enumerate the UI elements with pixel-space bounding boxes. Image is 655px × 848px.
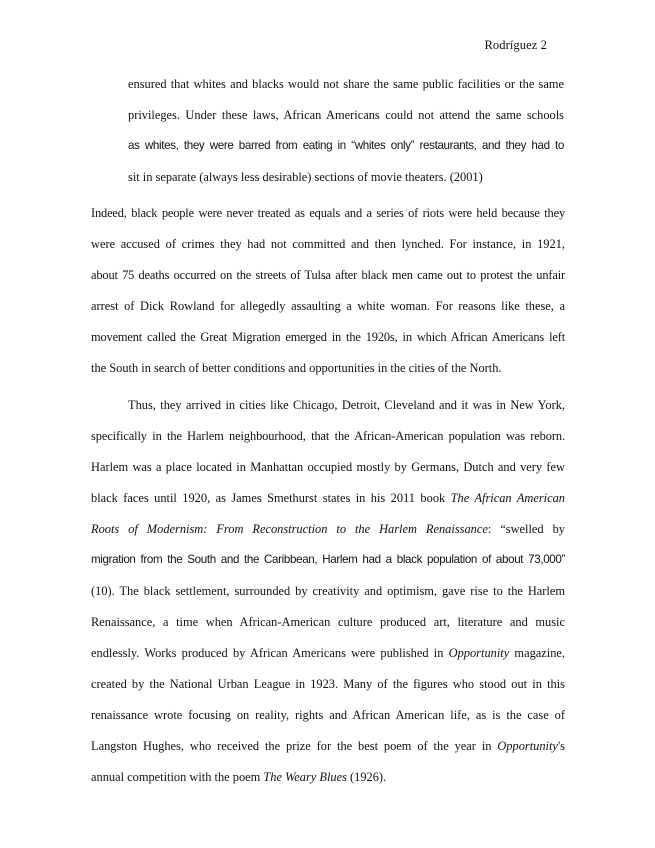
- paragraph-line: arrest of Dick Rowland for allegedly assaulting a white woman. For reasons like these, a: [91, 299, 565, 313]
- paragraph-line: about 75 deaths occurred on the streets of Tulsa after black men came out to protest the unfair: [91, 268, 565, 282]
- paragraph-line: Renaissance, a time when African-American culture produced art, literature and music: [91, 615, 565, 629]
- paragraph-line: (10). The black settlement, surrounded by creativity and optimism, gave rise to the Harlem: [91, 584, 565, 598]
- text-run: magazine,: [509, 646, 565, 660]
- magazine-title-italic: Opportunity: [448, 646, 510, 660]
- paragraph-line: [91, 521, 565, 537]
- paragraph-line: were accused of crimes they had not committed and then lynched. For instance, in 1921,: [91, 237, 565, 251]
- book-title-italic: The African American: [450, 491, 565, 505]
- paragraph-line: [91, 490, 565, 506]
- paragraph-line: Harlem was a place located in Manhattan occupied mostly by Germans, Dutch and very few: [91, 460, 565, 474]
- book-title-italic: Roots of Modernism: From Reconstruction to the Harlem Renaissance: [91, 522, 488, 536]
- text-run: black faces until 1920, as James Smethurst states in his 2011 book: [91, 491, 451, 505]
- text-run: : “swelled by: [487, 522, 565, 536]
- text-run: annual competition with the poem: [91, 770, 264, 784]
- text-run: 's: [557, 739, 565, 753]
- paragraph-line: specifically in the Harlem neighbourhood, that the African-American population was reborn.: [91, 429, 565, 443]
- text-run: endlessly. Works produced by African Americans were published in: [91, 646, 449, 660]
- paragraph-line: created by the National Urban League in 1923. Many of the figures who stood out in this: [91, 677, 565, 691]
- quote-line-2: privileges. Under these laws, African Americans could not attend the same schools: [128, 108, 564, 122]
- quote-line-4: sit in separate (always less desirable) sections of movie theaters. (2001): [128, 170, 483, 184]
- text-run: (1926).: [346, 770, 387, 784]
- text-run: Langston Hughes, who received the prize for the best poem of the year in: [91, 739, 498, 753]
- paragraph-line: the South in search of better conditions and opportunities in the cities of the North.: [91, 361, 502, 375]
- paragraph-line: Thus, they arrived in cities like Chicago, Detroit, Cleveland and it was in New York,: [128, 398, 565, 412]
- paragraph-line: Indeed, black people were never treated as equals and a series of riots were held because they: [91, 206, 565, 220]
- paragraph-line: [91, 769, 565, 785]
- running-head: Rodríguez 2: [484, 38, 547, 52]
- quote-line-3: as whites, they were barred from eating in “whites only” restaurants, and they had to: [128, 139, 564, 152]
- paragraph-line: migration from the South and the Caribbean, Harlem had a black population of about 73,000”: [91, 553, 565, 566]
- paragraph-line: [91, 738, 565, 754]
- paragraph-line: [91, 645, 565, 661]
- magazine-title-italic: Opportunity: [497, 739, 558, 753]
- paragraph-line: movement called the Great Migration emerged in the 1920s, in which African Americans left: [91, 330, 565, 344]
- quote-line-1: ensured that whites and blacks would not share the same public facilities or the same: [128, 77, 564, 91]
- poem-title-italic: The Weary Blues: [263, 770, 347, 784]
- paragraph-line: renaissance wrote focusing on reality, rights and African American life, as is the case of: [91, 708, 565, 722]
